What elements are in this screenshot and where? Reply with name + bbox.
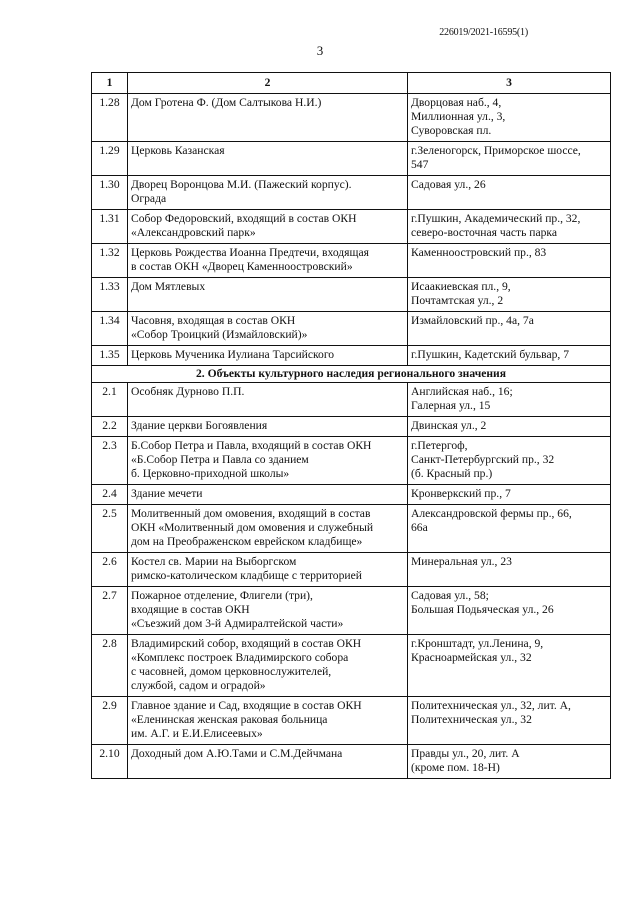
object-name-line: в состав ОКН «Дворец Каменноостровский» — [131, 260, 353, 273]
object-address — [408, 383, 611, 417]
object-address — [408, 312, 611, 346]
object-address — [408, 485, 611, 505]
object-name-line: Церковь Казанская — [131, 144, 225, 157]
table-row — [92, 383, 611, 417]
object-address — [408, 635, 611, 697]
object-name-line: Здание церкви Богоявления — [131, 419, 268, 432]
table-row — [92, 437, 611, 485]
table-row — [92, 142, 611, 176]
object-name-line: с часовней, домом церковнослужителей, — [131, 665, 332, 678]
object-address-line: Политехническая ул., 32 — [411, 713, 532, 726]
object-address — [408, 505, 611, 553]
row-number: 2.8 — [92, 635, 128, 697]
object-address-line: 547 — [411, 158, 429, 171]
object-name — [128, 553, 408, 587]
object-address-line: г.Зеленогорск, Приморское шоссе, — [411, 144, 581, 157]
object-name — [128, 485, 408, 505]
object-address-line: Дворцовая наб., 4, — [411, 96, 502, 109]
table-row — [92, 312, 611, 346]
row-number: 1.33 — [92, 278, 128, 312]
object-name-line: Костел св. Марии на Выборгском — [131, 555, 297, 568]
object-address-line: Измайловский пр., 4а, 7а — [411, 314, 534, 327]
object-name — [128, 437, 408, 485]
object-address-line: Санкт-Петербургский пр., 32 — [411, 453, 555, 466]
object-name-line: «Собор Троицкий (Измайловский)» — [131, 328, 308, 341]
column-header-number: 1 — [92, 73, 128, 94]
object-name-line: Церковь Рождества Иоанна Предтечи, входящая — [131, 246, 369, 259]
row-number: 1.29 — [92, 142, 128, 176]
object-address-line: Кронверкский пр., 7 — [411, 487, 511, 500]
table-row — [92, 697, 611, 745]
object-address-line: Английская наб., 16; — [411, 385, 513, 398]
object-name-line: Молитвенный дом омовения, входящий в состав — [131, 507, 371, 520]
object-name-line: «Б.Собор Петра и Павла со зданием — [131, 453, 309, 466]
row-number: 1.28 — [92, 94, 128, 142]
column-header-name: 2 — [128, 73, 408, 94]
table-row — [92, 417, 611, 437]
object-name-line: Здание мечети — [131, 487, 203, 500]
object-address — [408, 346, 611, 366]
object-name-line: «Съезжий дом 3-й Адмиралтейской части» — [131, 617, 344, 630]
object-name — [128, 635, 408, 697]
object-address-line: Правды ул., 20, лит. А — [411, 747, 520, 760]
row-number: 2.6 — [92, 553, 128, 587]
object-name — [128, 210, 408, 244]
object-address — [408, 244, 611, 278]
row-number: 2.10 — [92, 745, 128, 779]
object-address — [408, 553, 611, 587]
row-number: 1.31 — [92, 210, 128, 244]
column-header-address: 3 — [408, 73, 611, 94]
object-address — [408, 417, 611, 437]
table-row — [92, 244, 611, 278]
object-name — [128, 587, 408, 635]
object-name-line: Пожарное отделение, Флигели (три), — [131, 589, 313, 602]
object-address-line: Каменноостровский пр., 83 — [411, 246, 547, 259]
document-number: 226019/2021-16595(1) — [439, 27, 528, 38]
row-number: 1.34 — [92, 312, 128, 346]
object-name-line: б. Церковно-приходной школы» — [131, 467, 290, 480]
table-row — [92, 745, 611, 779]
object-name — [128, 346, 408, 366]
object-address-line: Политехническая ул., 32, лит. А, — [411, 699, 571, 712]
object-name-line: римско-католическом кладбище с территорией — [131, 569, 362, 582]
object-name-line: службой, садом и оградой» — [131, 679, 266, 692]
object-address-line: г.Кронштадт, ул.Ленина, 9, — [411, 637, 544, 650]
object-name — [128, 176, 408, 210]
object-name-line: Собор Федоровский, входящий в состав ОКН — [131, 212, 357, 225]
table-row — [92, 210, 611, 244]
object-name-line: Владимирский собор, входящий в состав ОКН — [131, 637, 362, 650]
object-name — [128, 278, 408, 312]
table-row — [92, 176, 611, 210]
object-address-line: Миллионная ул., 3, — [411, 110, 506, 123]
object-name — [128, 505, 408, 553]
object-name-line: Дворец Воронцова М.И. (Пажеский корпус). — [131, 178, 352, 191]
object-address — [408, 437, 611, 485]
object-address-line: г.Пушкин, Академический пр., 32, — [411, 212, 581, 225]
object-address-line: Красноармейская ул., 32 — [411, 651, 532, 664]
object-name-line: Ограда — [131, 192, 167, 205]
object-address — [408, 697, 611, 745]
object-name-line: «Еленинская женская раковая больница — [131, 713, 328, 726]
object-name — [128, 312, 408, 346]
object-name-line: Дом Мятлевых — [131, 280, 206, 293]
row-number: 2.2 — [92, 417, 128, 437]
object-address-line: г.Петергоф, — [411, 439, 468, 452]
object-name-line: дом на Преображенском еврейском кладбище» — [131, 535, 363, 548]
object-name-line: Главное здание и Сад, входящие в состав ОКН — [131, 699, 362, 712]
heritage-objects-table — [91, 72, 611, 779]
table-row — [92, 94, 611, 142]
row-number: 2.5 — [92, 505, 128, 553]
table-row — [92, 553, 611, 587]
table-row — [92, 485, 611, 505]
object-address-line: г.Пушкин, Кадетский бульвар, 7 — [411, 348, 570, 361]
object-name — [128, 383, 408, 417]
object-address — [408, 142, 611, 176]
object-name — [128, 94, 408, 142]
object-address-line: Галерная ул., 15 — [411, 399, 491, 412]
object-address-line: северо-восточная часть парка — [411, 226, 558, 239]
section-header-row — [92, 366, 611, 383]
object-name — [128, 745, 408, 779]
table-row — [92, 587, 611, 635]
object-name-line: Часовня, входящая в состав ОКН — [131, 314, 296, 327]
page-number: 3 — [316, 43, 324, 58]
object-name-line: им. А.Г. и Е.И.Елисеевых» — [131, 727, 263, 740]
object-address — [408, 745, 611, 779]
table-row — [92, 635, 611, 697]
object-address-line: Исаакиевская пл., 9, — [411, 280, 511, 293]
row-number: 2.9 — [92, 697, 128, 745]
table-row — [92, 346, 611, 366]
row-number: 1.30 — [92, 176, 128, 210]
object-address — [408, 587, 611, 635]
object-address — [408, 94, 611, 142]
object-name-line: «Александровский парк» — [131, 226, 256, 239]
object-address-line: Двинская ул., 2 — [411, 419, 487, 432]
object-address-line: Садовая ул., 26 — [411, 178, 486, 191]
object-name-line: Церковь Мученика Иулиана Тарсийского — [131, 348, 335, 361]
row-number: 2.1 — [92, 383, 128, 417]
row-number: 2.7 — [92, 587, 128, 635]
object-address-line: (б. Красный пр.) — [411, 467, 493, 480]
object-address-line: Садовая ул., 58; — [411, 589, 489, 602]
object-name-line: входящие в состав ОКН — [131, 603, 250, 616]
section-title: 2. Объекты культурного наследия регионального значения — [92, 366, 611, 383]
object-name-line: Дом Гротена Ф. (Дом Салтыкова Н.И.) — [131, 96, 322, 109]
object-name — [128, 417, 408, 437]
object-name — [128, 697, 408, 745]
row-number: 2.4 — [92, 485, 128, 505]
object-address-line: Почтамтская ул., 2 — [411, 294, 504, 307]
object-address-line: Суворовская пл. — [411, 124, 492, 137]
table-row — [92, 278, 611, 312]
row-number: 2.3 — [92, 437, 128, 485]
row-number: 1.32 — [92, 244, 128, 278]
object-address-line: (кроме пом. 18-Н) — [411, 761, 500, 774]
object-address — [408, 278, 611, 312]
object-name-line: Доходный дом А.Ю.Тами и С.М.Дейчмана — [131, 747, 343, 760]
object-address — [408, 210, 611, 244]
table-header-row — [92, 73, 611, 94]
table-row — [92, 505, 611, 553]
object-address-line: 66а — [411, 521, 428, 534]
object-name-line: Б.Собор Петра и Павла, входящий в состав ОКН — [131, 439, 372, 452]
object-name — [128, 142, 408, 176]
object-name-line: «Комплекс построек Владимирского собора — [131, 651, 349, 664]
object-name — [128, 244, 408, 278]
object-address-line: Большая Подьяческая ул., 26 — [411, 603, 554, 616]
object-address-line: Минеральная ул., 23 — [411, 555, 512, 568]
object-address — [408, 176, 611, 210]
row-number: 1.35 — [92, 346, 128, 366]
object-address-line: Александровской фермы пр., 66, — [411, 507, 572, 520]
object-name-line: Особняк Дурново П.П. — [131, 385, 245, 398]
object-name-line: ОКН «Молитвенный дом омовения и служебный — [131, 521, 374, 534]
